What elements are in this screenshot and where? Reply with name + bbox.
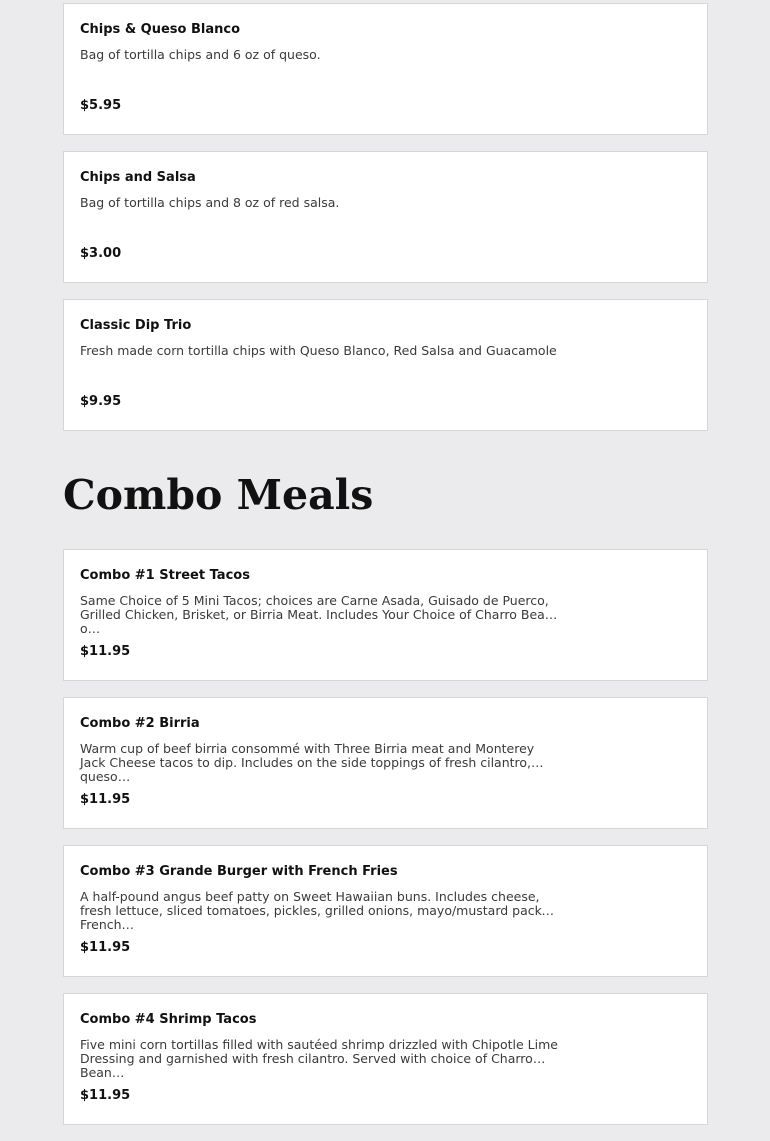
menu-item-card[interactable]	[63, 697, 708, 829]
item-description: Bag of tortilla chips and 8 oz of red salsa.	[80, 195, 340, 210]
item-price: $3.00	[80, 246, 122, 261]
item-price: $5.95	[80, 98, 122, 113]
menu-item-card[interactable]	[63, 549, 708, 681]
item-description: Warm cup of beef birria consommé with Three Birria meat and Monterey Jack Cheese tacos to dip. Includes on the side toppings of fresh cilantro, queso…	[80, 741, 535, 784]
item-name: Combo #4 Shrimp Tacos	[80, 1012, 257, 1027]
menu-item-card[interactable]	[63, 299, 708, 431]
item-description: Bag of tortilla chips and 6 oz of queso.	[80, 47, 321, 62]
item-name: Chips and Salsa	[80, 170, 196, 185]
item-price: $11.95	[80, 1088, 131, 1103]
menu-item-card[interactable]	[63, 993, 708, 1125]
item-name: Combo #1 Street Tacos	[80, 568, 250, 583]
menu-list	[63, 3, 708, 1141]
item-price: $11.95	[80, 940, 131, 955]
menu-item-card[interactable]	[63, 151, 708, 283]
item-name: Combo #3 Grande Burger with French Fries	[80, 864, 398, 879]
item-description: Same Choice of 5 Mini Tacos; choices are Carne Asada, Guisado de Puerco, Grilled Chicken, Brisket, or Birria Meat. Includes Your Choice of Charro Beans o…	[80, 593, 560, 636]
item-name: Classic Dip Trio	[80, 318, 192, 333]
item-description: Fresh made corn tortilla chips with Queso Blanco, Red Salsa and Guacamole	[80, 343, 557, 358]
section-title-combo-meals: Combo Meals	[63, 471, 374, 519]
item-price: $11.95	[80, 792, 131, 807]
menu-item-card[interactable]	[63, 845, 708, 977]
item-name: Chips & Queso Blanco	[80, 22, 241, 37]
item-price: $9.95	[80, 394, 122, 409]
item-description: Five mini corn tortillas filled with sautéed shrimp drizzled with Chipotle Lime Dressing and garnished with fresh cilantro. Served with choice of Charro Bean…	[80, 1037, 558, 1080]
menu-item-card[interactable]	[63, 3, 708, 135]
item-price: $11.95	[80, 644, 131, 659]
item-description: A half-pound angus beef patty on Sweet Hawaiian buns. Includes cheese, fresh lettuce, sliced tomatoes, pickles, grilled onions, mayo/mustard packet, French…	[80, 889, 558, 932]
item-name: Combo #2 Birria	[80, 716, 200, 731]
